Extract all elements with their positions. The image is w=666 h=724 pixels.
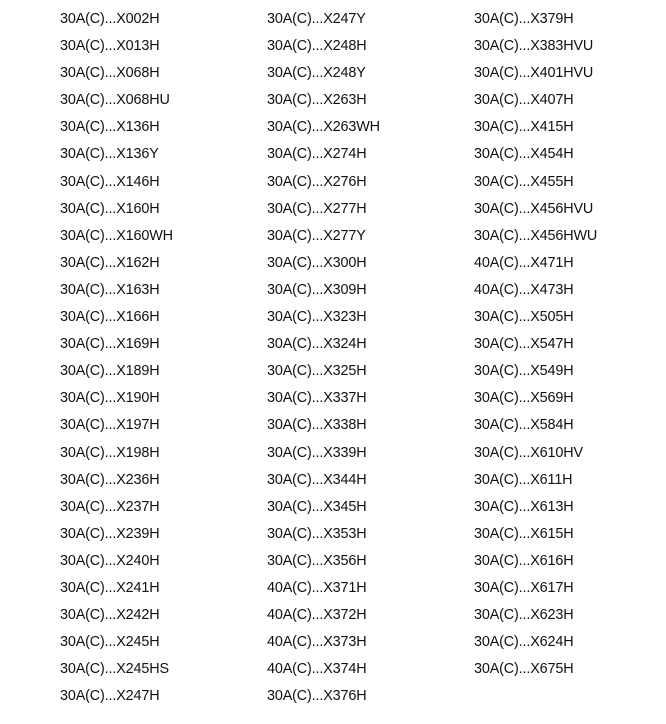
part-number-item: 30A(C)...X547H [474,336,574,353]
part-number-item: 30A(C)...X338H [267,417,367,434]
part-number-item: 30A(C)...X163H [60,281,160,298]
part-number-item: 30A(C)...X456HVU [474,200,594,217]
part-number-item: 30A(C)...X242H [60,607,160,624]
part-number-item: 30A(C)...X247Y [267,11,366,27]
part-number-item: 30A(C)...X324H [267,336,367,353]
part-number-item: 30A(C)...X068HU [60,92,170,109]
part-number-item: 30A(C)...X189H [60,363,160,380]
part-number-item: 30A(C)...X339H [267,444,367,461]
part-number-item: 30A(C)...X068H [60,65,160,82]
column-1 [60,6,260,710]
part-number-item: 30A(C)...X415H [474,119,574,136]
part-number-item: 40A(C)...X371H [267,579,367,596]
part-number-item: 30A(C)...X245HS [60,661,169,678]
part-number-item: 30A(C)...X237H [60,498,160,515]
part-number-item: 30A(C)...X407H [474,92,574,109]
part-number-item: 30A(C)...X383HVU [474,38,594,55]
part-number-item: 30A(C)...X617H [474,579,574,596]
part-number-item: 30A(C)...X549H [474,363,574,380]
part-number-item: 30A(C)...X610HV [474,444,583,461]
part-number-item: 30A(C)...X274H [267,146,367,163]
part-number-item: 30A(C)...X136Y [60,146,159,163]
part-number-item: 30A(C)...X569H [474,390,574,407]
part-number-item: 40A(C)...X373H [267,634,367,651]
part-number-item: 30A(C)...X277Y [267,227,366,244]
part-number-item: 30A(C)...X166H [60,309,160,326]
part-number-item: 30A(C)...X613H [474,498,574,515]
part-number-item: 30A(C)...X615H [474,525,574,542]
part-number-item: 30A(C)...X376H [267,688,367,705]
part-number-item: 30A(C)...X300H [267,254,367,271]
part-number-item: 30A(C)...X245H [60,634,160,651]
part-number-item: 30A(C)...X197H [60,417,160,434]
part-number-item: 30A(C)...X190H [60,390,160,407]
part-number-item: 30A(C)...X002H [60,11,160,27]
part-number-item: 30A(C)...X240H [60,552,160,569]
part-number-item: 30A(C)...X379H [474,11,574,27]
part-number-item: 30A(C)...X160WH [60,227,173,244]
part-number-item: 30A(C)...X013H [60,38,160,55]
column-3 [474,6,666,683]
part-number-item: 30A(C)...X247H [60,688,160,705]
part-number-item: 30A(C)...X344H [267,471,367,488]
part-number-item: 40A(C)...X374H [267,661,367,678]
part-number-item: 30A(C)...X455H [474,173,574,190]
part-number-item: 30A(C)...X401HVU [474,65,594,82]
part-number-item: 30A(C)...X675H [474,661,574,678]
part-number-item: 30A(C)...X160H [60,200,160,217]
part-number-item: 30A(C)...X241H [60,579,160,596]
part-number-item: 30A(C)...X263WH [267,119,380,136]
part-number-item: 30A(C)...X323H [267,309,367,326]
part-number-item: 30A(C)...X236H [60,471,160,488]
part-number-item: 30A(C)...X353H [267,525,367,542]
part-number-item: 30A(C)...X309H [267,281,367,298]
part-number-item: 40A(C)...X471H [474,254,574,271]
part-number-item: 30A(C)...X616H [474,552,574,569]
part-number-item: 30A(C)...X239H [60,525,160,542]
part-number-item: 30A(C)...X624H [474,634,574,651]
part-number-item: 30A(C)...X146H [60,173,160,190]
column-2 [267,6,467,710]
part-number-item: 30A(C)...X337H [267,390,367,407]
part-number-item: 30A(C)...X136H [60,119,160,136]
part-number-item: 30A(C)...X345H [267,498,367,515]
part-number-item: 30A(C)...X454H [474,146,574,163]
part-number-item: 30A(C)...X198H [60,444,160,461]
part-number-item: 40A(C)...X473H [474,281,574,298]
part-number-item: 30A(C)...X505H [474,309,574,326]
part-number-item: 30A(C)...X325H [267,363,367,380]
part-number-item: 30A(C)...X169H [60,336,160,353]
part-number-item: 30A(C)...X623H [474,607,574,624]
part-number-item: 30A(C)...X584H [474,417,574,434]
part-number-item: 30A(C)...X162H [60,254,160,271]
part-number-item: 30A(C)...X356H [267,552,367,569]
part-number-item: 30A(C)...X263H [267,92,367,109]
part-number-item: 30A(C)...X456HWU [474,227,598,244]
part-number-item: 40A(C)...X372H [267,607,367,624]
part-number-item: 30A(C)...X277H [267,200,367,217]
part-number-item: 30A(C)...X611H [474,471,573,488]
part-number-item: 30A(C)...X248Y [267,65,366,82]
part-number-item: 30A(C)...X248H [267,38,367,55]
part-number-item: 30A(C)...X276H [267,173,367,190]
